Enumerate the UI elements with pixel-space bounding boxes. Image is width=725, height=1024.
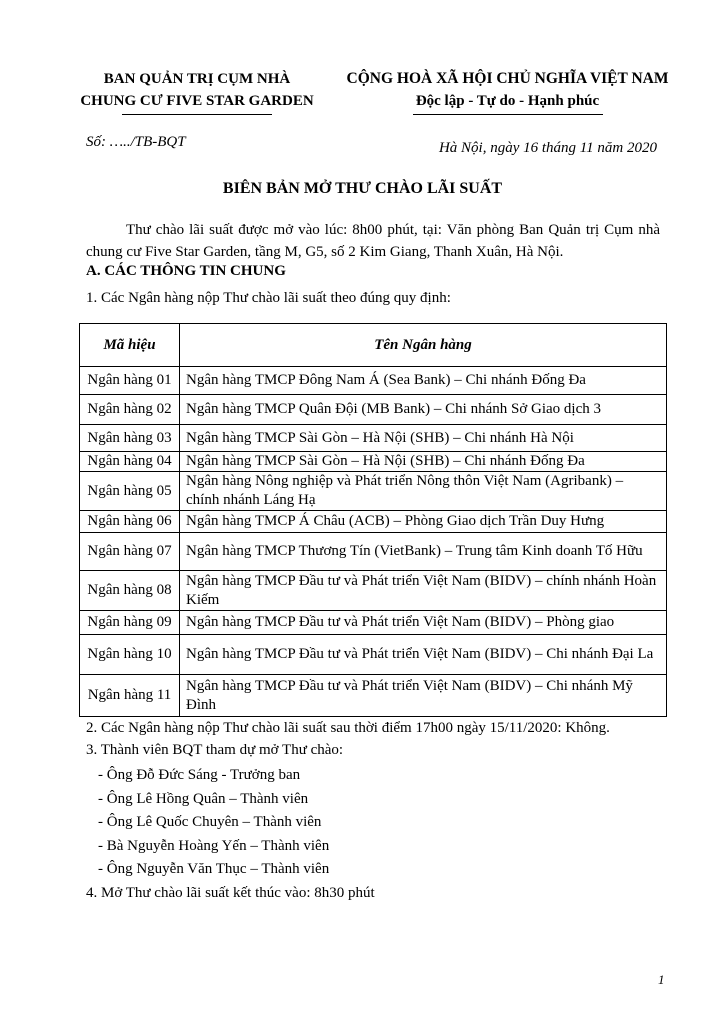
bank-name: Ngân hàng Nông nghiệp và Phát triển Nông thôn Việt Nam (Agribank) – chính nhánh Láng Hạ [180, 472, 667, 511]
member-list-item: - Ông Lê Hồng Quân – Thành viên [98, 790, 309, 807]
banks-table [79, 323, 667, 717]
member-list-item: - Ông Đỗ Đức Sáng - Trưởng ban [98, 767, 301, 783]
bank-name: Ngân hàng TMCP Đầu tư và Phát triển Việt Nam (BIDV) – Chi nhánh Đại La [180, 635, 667, 675]
table-row [80, 571, 667, 611]
bank-name: Ngân hàng TMCP Đầu tư và Phát triển Việt Nam (BIDV) – Phòng giao [180, 611, 667, 635]
member-list-item: - Ông Lê Quốc Chuyên – Thành viên [98, 814, 322, 830]
item-2: 2. Các Ngân hàng nộp Thư chào lãi suất sau thời điểm 17h00 ngày 15/11/2020: Không. [86, 720, 610, 736]
national-title: CỘNG HOÀ XÃ HỘI CHỦ NGHĨA VIỆT NAM [346, 70, 669, 87]
table-row [80, 472, 667, 511]
doc-title: BIÊN BẢN MỞ THƯ CHÀO LÃI SUẤT [222, 180, 503, 197]
page-number: 1 [658, 972, 665, 987]
bank-code: Ngân hàng 06 [80, 511, 180, 533]
col-header-name: Tên Ngân hàng [180, 324, 667, 367]
bank-name: Ngân hàng TMCP Đầu tư và Phát triển Việt Nam (BIDV) – Chi nhánh Mỹ Đình [180, 675, 667, 717]
bank-code: Ngân hàng 07 [80, 533, 180, 571]
table-row [80, 635, 667, 675]
national-header [330, 68, 685, 115]
table-row [80, 395, 667, 425]
org-header-underline [122, 114, 272, 115]
date-place: Hà Nội, ngày 16 tháng 11 năm 2020 [438, 140, 657, 156]
bank-name: Ngân hàng TMCP Á Châu (ACB) – Phòng Giao dịch Trần Duy Hưng [180, 511, 667, 533]
bank-name: Ngân hàng TMCP Sài Gòn – Hà Nội (SHB) – Chi nhánh Hà Nội [180, 425, 667, 452]
table-row [80, 511, 667, 533]
bank-code: Ngân hàng 08 [80, 571, 180, 611]
item-1: 1. Các Ngân hàng nộp Thư chào lãi suất theo đúng quy định: [86, 290, 451, 306]
bank-code: Ngân hàng 04 [80, 452, 180, 472]
org-name-line1: BAN QUẢN TRỊ CỤM NHÀ [103, 71, 291, 87]
org-name-line2: CHUNG CƯ FIVE STAR GARDEN [80, 93, 314, 109]
bank-code: Ngân hàng 01 [80, 367, 180, 395]
table-row [80, 533, 667, 571]
table-row [80, 611, 667, 635]
table-row [80, 452, 667, 472]
intro-paragraph: Thư chào lãi suất được mở vào lúc: 8h00 phút, tại: Văn phòng Ban Quản trị Cụm nhà chung cư Five Star Garden, tầng M, G5, số 2 Kim Giang, Thanh Xuân, Hà Nội. [86, 222, 660, 260]
bank-name: Ngân hàng TMCP Đầu tư và Phát triển Việt Nam (BIDV) – chính nhánh Hoàn Kiếm [180, 571, 667, 611]
bank-code: Ngân hàng 02 [80, 395, 180, 425]
bank-code: Ngân hàng 03 [80, 425, 180, 452]
bank-name: Ngân hàng TMCP Quân Đội (MB Bank) – Chi nhánh Sở Giao dịch 3 [180, 395, 667, 425]
table-row [80, 367, 667, 395]
member-list-item: - Ông Nguyễn Văn Thục – Thành viên [98, 861, 330, 877]
col-header-code: Mã hiệu [80, 324, 180, 367]
table-header-row [80, 324, 667, 367]
table-row [80, 675, 667, 717]
item-3: 3. Thành viên BQT tham dự mở Thư chào: [86, 742, 344, 758]
bank-name: Ngân hàng TMCP Sài Gòn – Hà Nội (SHB) – Chi nhánh Đống Đa [180, 452, 667, 472]
post-table-section [86, 717, 610, 904]
table-row [80, 425, 667, 452]
bank-code: Ngân hàng 10 [80, 635, 180, 675]
section-a-heading: A. CÁC THÔNG TIN CHUNG [86, 263, 286, 279]
doc-number: Số: …../TB-BQT [86, 134, 186, 150]
national-motto: Độc lập - Tự do - Hạnh phúc [415, 93, 600, 109]
bank-code: Ngân hàng 05 [80, 472, 180, 511]
bank-name: Ngân hàng TMCP Thương Tín (VietBank) – Trung tâm Kinh doanh Tố Hữu [180, 533, 667, 571]
bank-code: Ngân hàng 11 [80, 675, 180, 717]
org-header [62, 68, 332, 115]
bank-code: Ngân hàng 09 [80, 611, 180, 635]
member-list-item: - Bà Nguyễn Hoàng Yến – Thành viên [98, 837, 330, 854]
national-header-underline [413, 114, 603, 115]
bank-name: Ngân hàng TMCP Đông Nam Á (Sea Bank) – Chi nhánh Đống Đa [180, 367, 667, 395]
item-4: 4. Mở Thư chào lãi suất kết thúc vào: 8h30 phút [86, 884, 375, 901]
